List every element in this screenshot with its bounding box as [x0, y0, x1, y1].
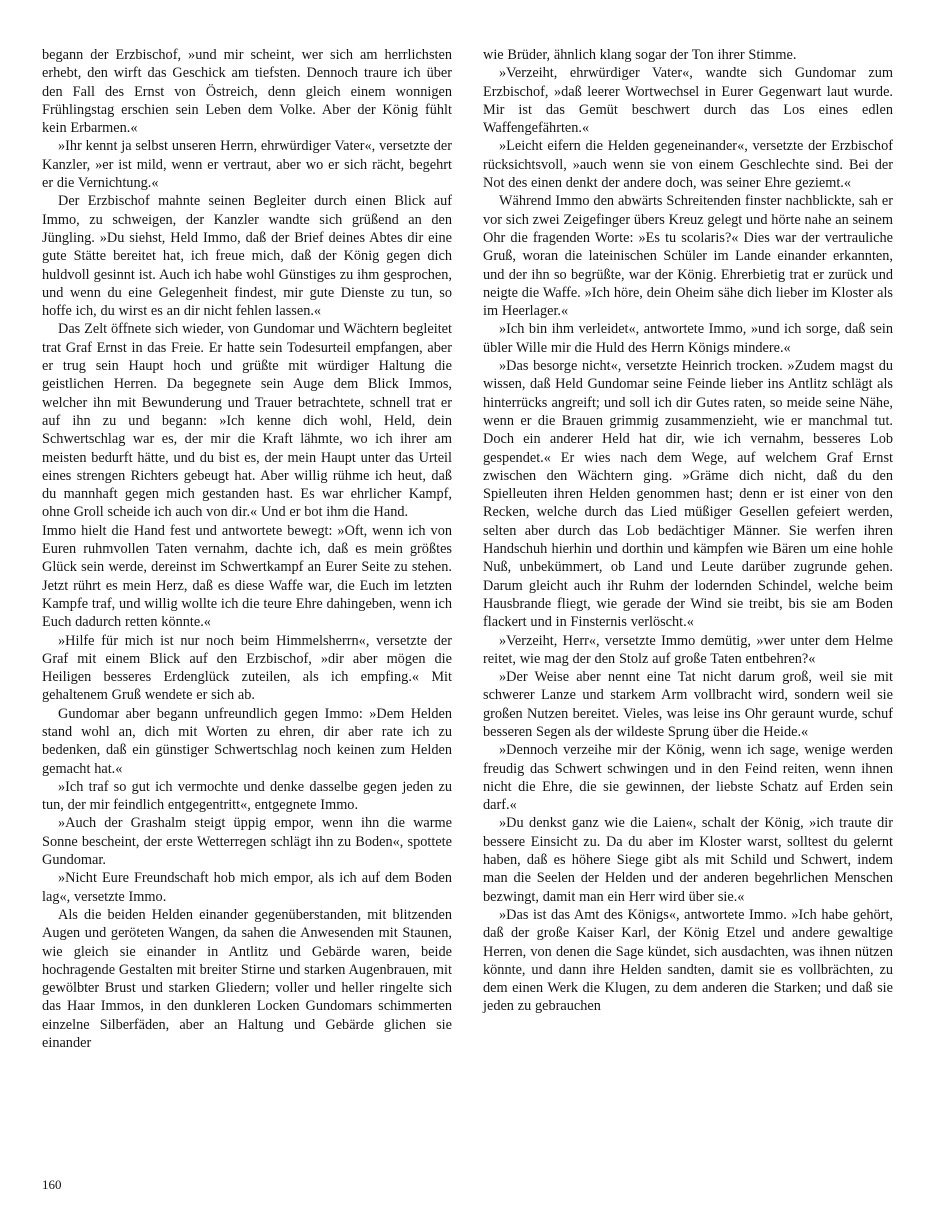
paragraph: »Hilfe für mich ist nur noch beim Himmelsherrn«, versetzte der Graf mit einem Blick auf den Erzbischof, »dir aber mögen die Heiligen besseres Erdenglück zuteilen, als ich empfing.« Mit gehaltenem Gruß wendete er sich ab. — [42, 632, 452, 704]
text-columns — [42, 46, 893, 1052]
paragraph: »Ich bin ihm verleidet«, antwortete Immo, »und ich sorge, daß sein übler Wille mir die Huld des Herrn Königs mindere.« — [483, 321, 893, 356]
paragraph: »Dennoch verzeihe mir der König, wenn ich sage, wenige werden freudig das Schwert schwingen und in den Feind reiten, wenn ihnen nicht die Ehre, die sie gewinnen, der liebste Schatz auf Erden sein darf.« — [483, 742, 893, 814]
paragraph: Der Erzbischof mahnte seinen Begleiter durch einen Blick auf Immo, zu schweigen, der Kanzler wandte sich grüßend an den Jüngling. »Du siehst, Held Immo, daß der Brief deines Abtes dir eine gute Stätte bereitet hat, ich freue mich, daß der König gegen dich huldvoll gesinnt ist. Auch ich habe wohl Günstiges zu ihm gesprochen, und wenn du eine Gelegenheit findest, mir gute Dienste zu tun, so hoffe ich, du wirst es an dir nicht fehlen lassen.« — [42, 193, 452, 320]
paragraph: »Ich traf so gut ich vermochte und denke dasselbe gegen jeden zu tun, der mir feindlich entgegentritt«, entgegnete Immo. — [42, 778, 452, 814]
left-column — [42, 46, 452, 1052]
paragraph: Als die beiden Helden einander gegenüberstanden, mit blitzenden Augen und geröteten Wangen, da sahen die Anwesenden mit Staunen, wie gleich sie einander in Antlitz und Gebärde waren, beide hochragende Gestalten mit breiter Stirne und starken Augenbrauen, mit gewölbter Brust und starken Gliedern; voller und heller ringelte sich das Haar Immos, in den dunkleren Locken Gundomars schimmerten einzelne Silberfäden, aber an Haltung und Gebärde glichen sie einander — [42, 906, 452, 1052]
paragraph: Während Immo den abwärts Schreitenden finster nachblickte, sah er vor sich zwei Zeigefinger übers Kreuz gelegt und hörte nahe an seinem Ohr die fragenden Worte: »Es tu scolaris?« Dies war der vertrauliche Gruß, woran die lateinischen Schüler im Lande einander erkannten, und der ihn so begrüßte, war der König. Ehrerbietig trat er zurück und neigte die Waffe. »Ich höre, dein Oheim sähe dich lieber im Kloster als im Heerlager.« — [483, 193, 893, 320]
paragraph: begann der Erzbischof, »und mir scheint, wer sich am herrlichsten erhebt, den wirft das Geschick am tiefsten. Dennoch traure ich über den Fall des Ernst von Östreich, denn gleich einem wonnigen Frühlingstag erschien sein Leben dem Volke. Aber der König fühlt kein Erbarmen.« — [42, 47, 452, 137]
paragraph: »Du denkst ganz wie die Laien«, schalt der König, »ich traute dir bessere Einsicht zu. Da du aber im Kloster warst, solltest du gelernt haben, daß es höhere Siege gibt als mit Schild und Schwert, indem man die Seelen der Helden und der anderen begehrlichen Menschen bezwingt, damit man ein Herr wird über sie.« — [483, 815, 893, 905]
paragraph: wie Brüder, ähnlich klang sogar der Ton ihrer Stimme. — [483, 47, 797, 63]
paragraph: »Verzeiht, Herr«, versetzte Immo demütig, »wer unter dem Helme reitet, wie mag der den Stolz auf große Taten entbehren?« — [483, 632, 893, 667]
paragraph: Gundomar aber begann unfreundlich gegen Immo: »Dem Helden stand wohl an, dich mit Worten zu ehren, dir aber rate ich zu bedenken, daß ein günstiger Schwertschlag noch keinen zum Helden gemacht hat.« — [42, 705, 452, 777]
paragraph: »Leicht eifern die Helden gegeneinander«, versetzte der Erzbischof rücksichtsvoll, »auch wenn sie von einem Geschlechte sind. Bei der Not des einen denkt der andere doch, was seiner Ehre geziemt.« — [483, 138, 893, 192]
right-column — [483, 46, 893, 1052]
paragraph: »Ihr kennt ja selbst unseren Herrn, ehrwürdiger Vater«, versetzte der Kanzler, »er ist mild, wenn er vertraut, aber wo er sich rächt, begehrt er die Vernichtung.« — [42, 138, 452, 192]
page-number: 160 — [42, 1177, 62, 1192]
paragraph: »Verzeiht, ehrwürdiger Vater«, wandte sich Gundomar zum Erzbischof, »daß leerer Wortwechsel in Eurer Gegenwart laut wurde. Mir ist das Gemüt beschwert durch das Los eines edlen Waffengefährten.« — [483, 65, 893, 137]
paragraph: Immo hielt die Hand fest und antwortete bewegt: »Oft, wenn ich von Euren ruhmvollen Taten vernahm, dachte ich, daß es mein größtes Glück sein werde, dereinst im Schwertkampf an Eurer Seite zu stehen. Jetzt rührt es mein Herz, daß es diese Waffe war, die Euch im letzten Kampfe traf, und willig wollte ich die teure Ehre dahingeben, wenn ich Euch dadurch retten könnte.« — [42, 522, 452, 631]
paragraph: »Das besorge nicht«, versetzte Heinrich trocken. »Zudem magst du wissen, daß Held Gundomar seine Feinde lieber ins Antlitz schlägt als hinterrücks angreift; und soll ich dir Gutes raten, so meide seine Nähe, wenn er die Brauen grimmig zusammenzieht, wie er manchmal tut. Doch ein anderer Held hat dir, wie ich vernahm, besseres Lob gespendet.« Er wies nach dem Wege, auf welchem Graf Ernst zwischen den Wächtern ging. »Gräme dich nicht, daß du den Spielleuten ihren Helden genommen hast; denn er ist einer von den Recken, welche durch das Lied müßiger Gesellen gefeiert werden, selten aber durch das Lob bedächtiger Männer. Sie werfen ihren Handschuh hierhin und dorthin und kämpfen wie Bären um eine hohle Nuß, unbekümmert, ob Land und Leute darüber zugrunde gehen. Darum gleicht auch ihr Ruhm der lodernden Schindel, welche beim Hausbrande fliegt, wie gerade der Wind sie treibt, bis sie am Boden flackert und in Finsternis verlöscht.« — [483, 358, 893, 631]
paragraph: »Nicht Eure Freundschaft hob mich empor, als ich auf dem Boden lag«, versetzte Immo. — [42, 870, 452, 905]
paragraph: Das Zelt öffnete sich wieder, von Gundomar und Wächtern begleitet trat Graf Ernst in das Freie. Er hatte sein Todesurteil empfangen, aber er trug sein Haupt hoch und grüßte mit würdiger Haltung die geistlichen Herren. Da begegnete sein Auge dem Blick Immos, welcher ihn mit Bewunderung und Trauer betrachtete, schnell trat er auf ihn zu und begann: »Ich kenne dich wohl, Held, dein Schwertschlag war es, der mir die Kraft lähmte, wo ich ihrer am meisten bedurft hätte, und du bist es, der mein Haupt unter das Urteil eines strengen Richters gebeugt hat. Aber willig rühme ich heut, daß du mannhaft gegen mich gestanden hast. Es war ehrlicher Kampf, ohne Groll scheide ich auch von dir.« Und er bot ihm die Hand. — [42, 321, 452, 521]
paragraph: »Das ist das Amt des Königs«, antwortete Immo. »Ich habe gehört, daß der große Kaiser Karl, der König Etzel und andere gewaltige Herren, von denen die Sage kündet, sich ausdachten, was ihnen nützen könnte, und dann ihre Helden sandten, damit sie es vollbrächten, zu dem einen Werk die Klugen, zu dem anderen die Starken; und daß sie jeden zu gebrauchen — [483, 906, 893, 1015]
paragraph: »Auch der Grashalm steigt üppig empor, wenn ihn die warme Sonne bescheint, der erste Wetterregen schlägt ihn zu Boden«, spottete Gundomar. — [42, 815, 452, 869]
paragraph: »Der Weise aber nennt eine Tat nicht darum groß, weil sie mit schwerer Lanze und starkem Arm vollbracht wird, sondern weil sie großen Nutzen bereitet. Vieles, was leise ins Ohr geraunt wurde, schuf besseren Segen als der wildeste Sprung über die Heide.« — [483, 669, 893, 740]
